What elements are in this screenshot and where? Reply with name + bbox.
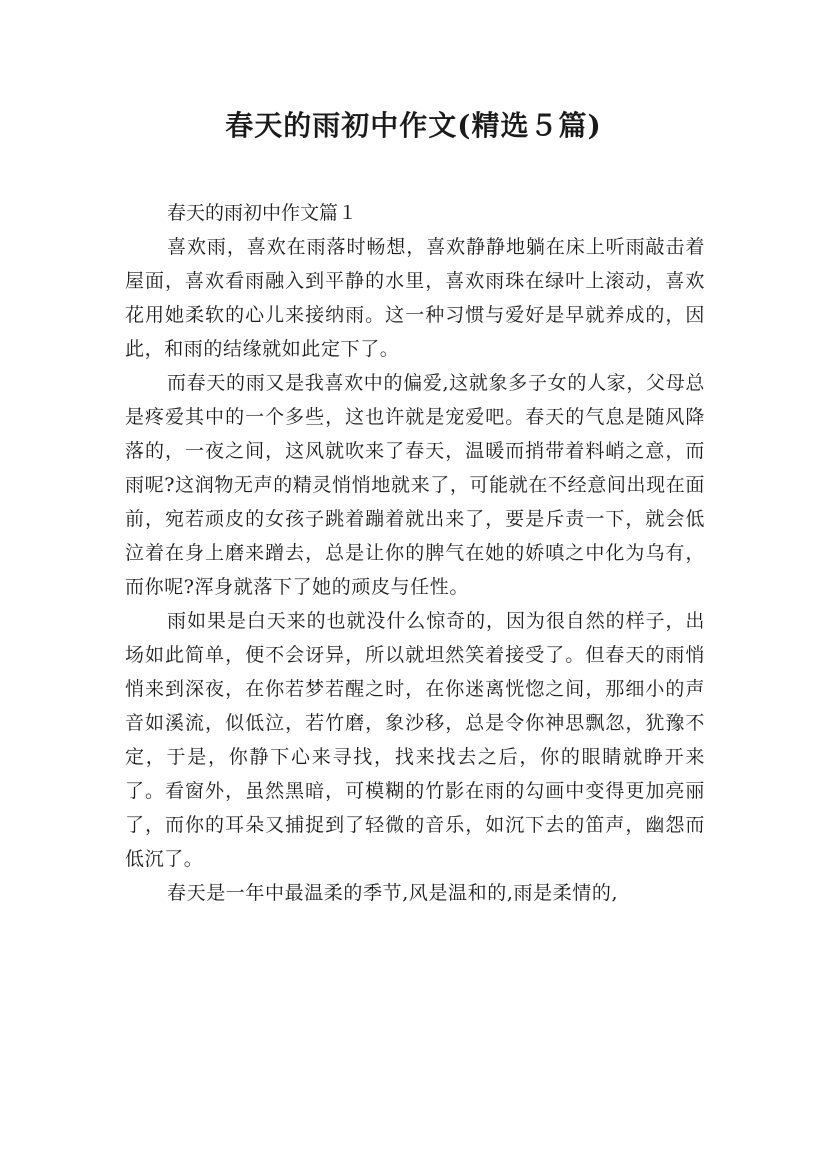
document-title: 春天的雨初中作文(精选５篇) xyxy=(225,109,602,142)
section-heading: 春天的雨初中作文篇１ xyxy=(167,202,358,224)
paragraph-4: 春天是一年中最温柔的季节,风是温和的,雨是柔情的, xyxy=(167,882,619,904)
paragraph-3: 雨如果是白天来的也就没什么惊奇的，因为很自然的样子，出场如此简单，便不会讶异，所以就坦然笑着接受了。但春天的雨悄悄来到深夜，在你若梦若醒之时，在你迷离恍惚之间，那细小的声音如溪流，似低泣，若竹磨，象沙移，总是令你神思飘忽，犹豫不定，于是，你静下心来寻找，找来找去之后，你的眼睛就睁开来了。看窗外，虽然黑暗，可模糊的竹影在雨的勾画中变得更加亮丽了，而你的耳朵又捕捉到了轻微的音乐，如沉下去的笛声，幽怨而低沉了。 xyxy=(125,610,705,870)
paragraph-2: 而春天的雨又是我喜欢中的偏爱,这就象多子女的人家，父母总是疼爱其中的一个多些，这也许就是宠爱吧。春天的气息是随风降落的，一夜之间，这风就吹来了春天，温暖而捎带着料峭之意，而雨呢?这润物无声的精灵悄悄地就来了，可能就在不经意间出现在面前，宛若顽皮的女孩子跳着蹦着就出来了，要是斥责一下，就会低泣着在身上磨来蹭去，总是让你的脾气在她的娇嗔之中化为乌有，而你呢?浑身就落下了她的顽皮与任性。 xyxy=(125,372,705,598)
paragraph-1: 喜欢雨，喜欢在雨落时畅想，喜欢静静地躺在床上听雨敲击着屋面，喜欢看雨融入到平静的水里，喜欢雨珠在绿叶上滚动，喜欢花用她柔软的心儿来接纳雨。这一种习惯与爱好是早就养成的，因此，和雨的结缘就如此定下了。 xyxy=(125,236,705,360)
document-body xyxy=(125,196,705,910)
